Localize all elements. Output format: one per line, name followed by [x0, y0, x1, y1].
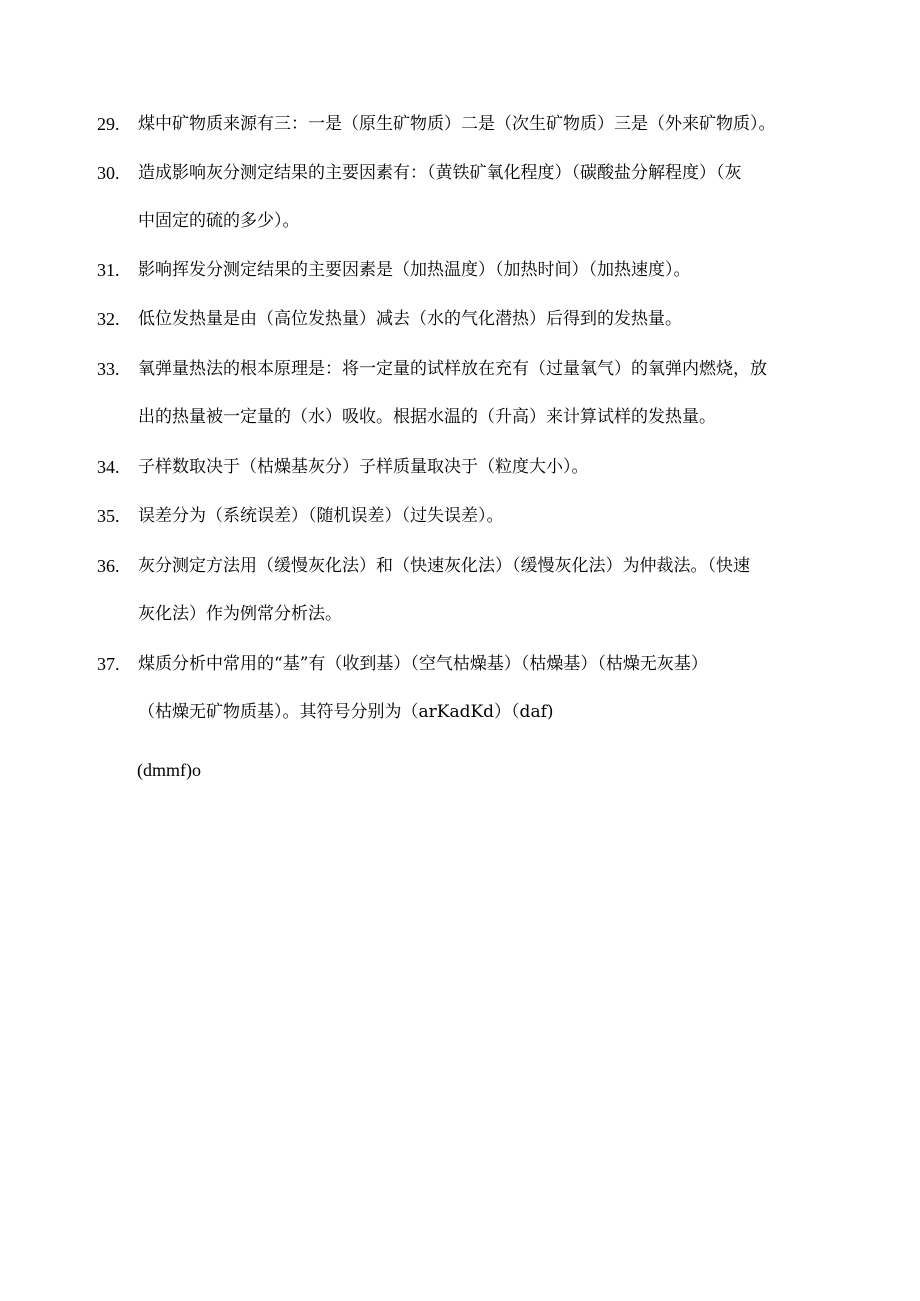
item-number: 34.: [97, 457, 120, 477]
item-number: 31.: [97, 260, 120, 280]
item-number: 33.: [97, 359, 120, 379]
item-text: 煤质分析中常用的“基”有（收到基）（空气枯燥基）（枯燥基）（枯燥无灰基）: [138, 654, 708, 674]
item-number: 36.: [97, 556, 120, 576]
item-number: 32.: [97, 309, 120, 329]
item-number: 37.: [97, 654, 120, 674]
item-text: 误差分为（系统误差）（随机误差）（过失误差）。: [138, 506, 504, 526]
item-number: 35.: [97, 506, 120, 526]
item-text-continued: 中固定的硫的多少）。: [138, 211, 300, 231]
item-text: 造成影响灰分测定结果的主要因素有：（黄铁矿氧化程度）（碳酸盐分解程度）（灰: [138, 163, 742, 183]
item-text: 子样数取决于（枯燥基灰分）子样质量取决于（粒度大小）。: [138, 457, 589, 477]
item-text: 氧弹量热法的根本原理是：将一定量的试样放在充有（过量氧气）的氧弹内燃烧，放: [138, 359, 767, 379]
item-number: 30.: [97, 163, 120, 183]
item-number: 29.: [97, 114, 120, 134]
trailing-text: (dmmf)o: [137, 760, 201, 780]
item-text-continued: 灰化法）作为例常分析法。: [138, 604, 342, 624]
item-text: 灰分测定方法用（缓慢灰化法）和（快速灰化法）（缓慢灰化法）为仲裁法。（快速: [138, 556, 750, 576]
item-text-continued: （枯燥无矿物质基）。其符号分别为（arKadKd）（daf): [138, 702, 554, 722]
item-text: 低位发热量是由（高位发热量）减去（水的气化潜热）后得到的发热量。: [138, 309, 682, 329]
item-text: 影响挥发分测定结果的主要因素是（加热温度）（加热时间）（加热速度）。: [138, 260, 691, 280]
item-text-continued: 出的热量被一定量的（水）吸收。根据水温的（升高）来计算试样的发热量。: [138, 407, 716, 427]
item-text: 煤中矿物质来源有三：一是（原生矿物质）二是（次生矿物质）三是（外来矿物质）。: [138, 114, 776, 134]
